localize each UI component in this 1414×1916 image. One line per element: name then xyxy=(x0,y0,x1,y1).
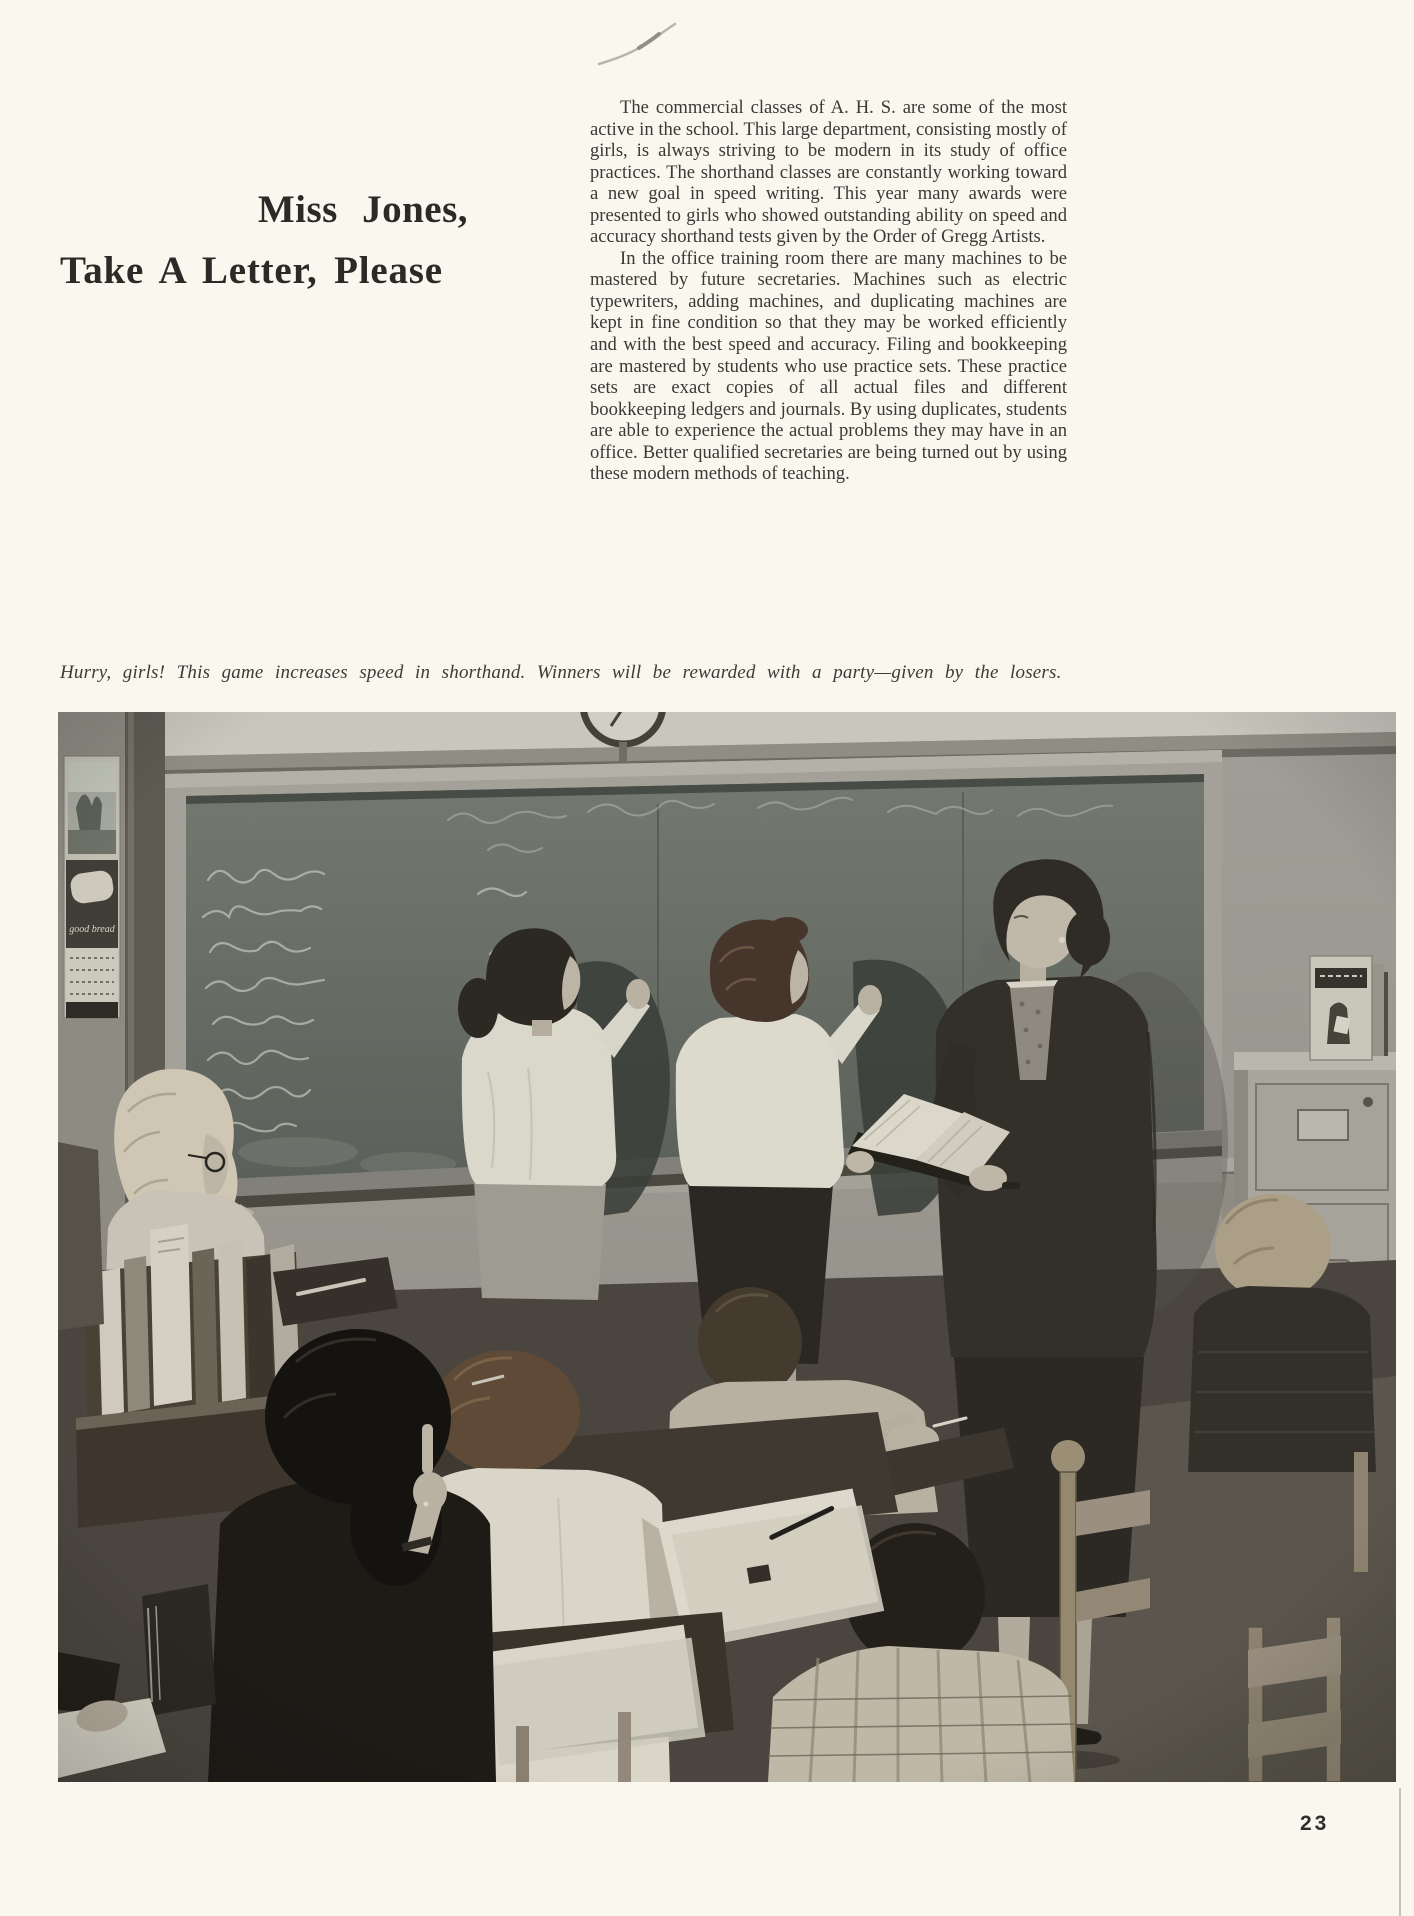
classroom-photo-scene xyxy=(58,712,1396,1782)
photo-caption: Hurry, girls! This game increases speed in shorthand. Winners will be rewarded with a party—given by the losers. xyxy=(60,662,1062,683)
page-edge-line xyxy=(1399,1788,1401,1916)
scratch-mark xyxy=(595,18,679,70)
article-paragraph-1: The commercial classes of A. H. S. are some of the most active in the school. This large department, consisting mostly of girls, is always striving to be modern in its study of office practices. The shorthand classes are constantly working toward a new goal in speed writing. This year many awards were presented to girls who showed outstanding ability on speed and accuracy shorthand tests given by the Order of Gregg Artists. xyxy=(590,97,1067,248)
classroom-photo xyxy=(58,712,1396,1782)
article-paragraph-2: In the office training room there are many machines to be mastered by future secretaries. Machines such as electric typewriters, adding machines, and duplicating machines are kept in fine condition so that they may be worked efficiently and with the best speed and accuracy. Filing and bookkeeping are mastered by students who use practice sets. These practice sets are exact copies of all actual files and different bookkeeping ledgers and journals. By using duplicates, students are able to experience the actual problems they may have in an office. Better qualified secretaries are being turned out by using these modern methods of teaching. xyxy=(590,247,1067,485)
photo-vignette xyxy=(58,712,1396,1782)
article-title xyxy=(60,190,468,290)
article-title-line1: Miss Jones, xyxy=(257,188,468,231)
article-title-line2: Take A Letter, Please xyxy=(60,249,443,292)
page-number: 23 xyxy=(1300,1812,1330,1835)
article-body xyxy=(590,97,1067,485)
